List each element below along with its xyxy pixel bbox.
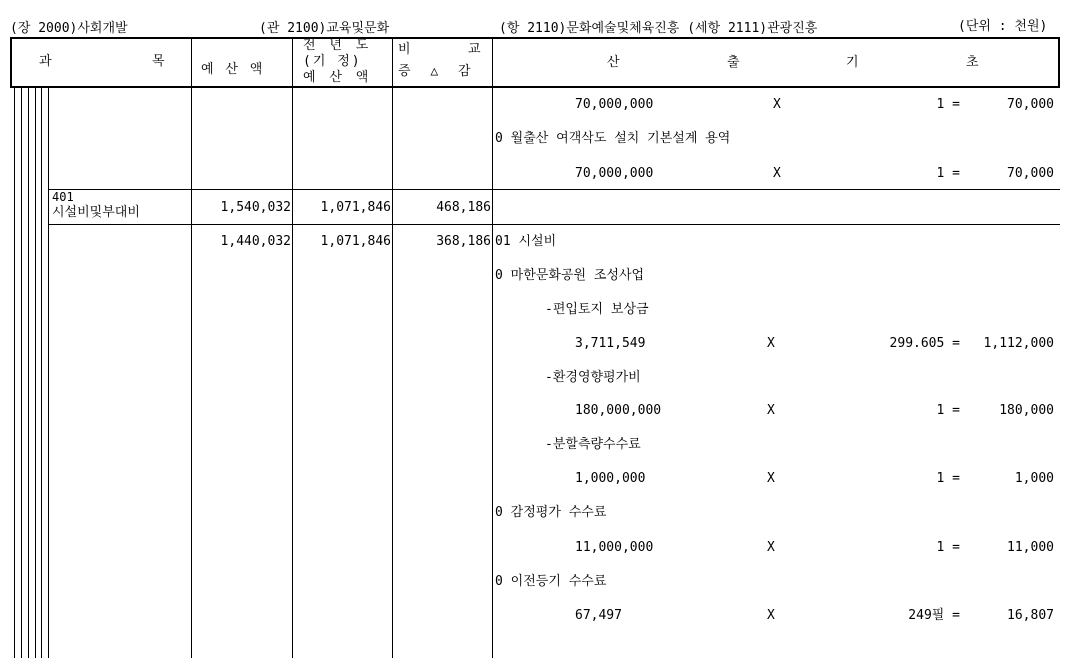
heading-jang: (장 2000)사회개발 bbox=[10, 21, 128, 36]
row-401-top-border bbox=[48, 189, 1060, 190]
sec01-line-3-desc: -편입토지 보상금 bbox=[545, 302, 649, 317]
col-calc-2: 출 bbox=[727, 55, 740, 70]
sec01-line-4-amount: 1,112,000 bbox=[983, 336, 1054, 351]
hier-bar-2 bbox=[21, 88, 22, 658]
col-diff-line2: 증 △ 감 bbox=[398, 64, 477, 79]
top-line-3-amount: 70,000 bbox=[1007, 166, 1054, 181]
sec01-line-8-amount: 1,000 bbox=[1014, 471, 1054, 486]
col-sep-prev bbox=[292, 37, 293, 658]
header-bottom-border bbox=[10, 86, 1060, 88]
col-sep-diff bbox=[392, 37, 393, 658]
sec01-line-8-x: X bbox=[767, 471, 775, 486]
sec01-line-10-amount: 11,000 bbox=[1007, 540, 1054, 555]
sec01-line-6-x: X bbox=[767, 403, 775, 418]
top-line-3-desc: 70,000,000 bbox=[575, 166, 654, 181]
sec01-budget: 1,440,032 bbox=[220, 234, 291, 249]
row-401-prev: 1,071,846 bbox=[320, 200, 391, 215]
sec01-line-9-desc: 0 감정평가 수수료 bbox=[495, 505, 607, 520]
col-sep-calc bbox=[492, 37, 493, 658]
col-prev-line2: (기 정) bbox=[303, 54, 362, 69]
sec01-line-1-desc: 01 시설비 bbox=[495, 234, 557, 249]
hier-bar-6 bbox=[48, 88, 49, 658]
sec01-line-5-desc: -환경영향평가비 bbox=[545, 370, 641, 385]
sec01-diff: 368,186 bbox=[436, 234, 491, 249]
hier-bar-3 bbox=[28, 88, 29, 658]
col-calc-3: 기 bbox=[846, 55, 859, 70]
heading-unit: (단위 : 천원) bbox=[958, 19, 1048, 34]
sec01-line-6-amount: 180,000 bbox=[999, 403, 1054, 418]
sec01-line-12-x: X bbox=[767, 608, 775, 623]
col-item-right: 목 bbox=[152, 54, 165, 69]
table-top-border bbox=[10, 37, 1060, 39]
table-left-border bbox=[10, 37, 12, 87]
sec01-line-10-x: X bbox=[767, 540, 775, 555]
col-calc-4: 초 bbox=[966, 55, 979, 70]
sec01-prev: 1,071,846 bbox=[320, 234, 391, 249]
sec01-line-7-desc: -분할측량수수료 bbox=[545, 437, 641, 452]
col-sep-budget bbox=[191, 37, 192, 658]
sec01-line-8-desc: 1,000,000 bbox=[575, 471, 646, 486]
col-calc-1: 산 bbox=[607, 55, 620, 70]
sec01-line-12-desc: 67,497 bbox=[575, 608, 622, 623]
sec01-line-6-desc: 180,000,000 bbox=[575, 403, 662, 418]
row-401-budget: 1,540,032 bbox=[220, 200, 291, 215]
col-item-left: 과 bbox=[39, 54, 52, 69]
heading-hang: (항 2110)문화예술및체육진흥 (세항 2111)관광진흥 bbox=[499, 21, 818, 36]
sec01-line-10-mult: 1 = bbox=[936, 540, 960, 555]
top-line-1-amount: 70,000 bbox=[1007, 97, 1054, 112]
hier-bar-1 bbox=[14, 88, 15, 658]
col-budget: 예 산 액 bbox=[201, 62, 265, 77]
col-prev-line3: 예 산 액 bbox=[303, 70, 372, 85]
sec01-line-11-desc: 0 이전등기 수수료 bbox=[495, 574, 607, 589]
row-401-name: 시설비및부대비 bbox=[52, 205, 140, 220]
col-diff-line1-a: 비 bbox=[398, 42, 411, 57]
sec01-line-2-desc: 0 마한문화공원 조성사업 bbox=[495, 268, 645, 283]
top-line-3-mult: 1 = bbox=[936, 166, 960, 181]
col-prev-line1: 전 년 도 bbox=[303, 38, 372, 53]
sec01-line-4-desc: 3,711,549 bbox=[575, 336, 646, 351]
row-401-bottom-border bbox=[48, 224, 1060, 225]
top-line-1-x: X bbox=[773, 97, 781, 112]
row-401-code: 401 bbox=[52, 190, 74, 204]
sec01-line-12-amount: 16,807 bbox=[1007, 608, 1054, 623]
sec01-line-6-mult: 1 = bbox=[936, 403, 960, 418]
sec01-line-12-mult: 249필 = bbox=[908, 608, 960, 623]
col-diff-line1-b: 교 bbox=[468, 42, 481, 57]
hier-bar-5 bbox=[41, 88, 42, 658]
sec01-line-4-x: X bbox=[767, 336, 775, 351]
heading-gwan: (관 2100)교육및문화 bbox=[259, 21, 390, 36]
hier-bar-4 bbox=[35, 88, 36, 658]
row-401-diff: 468,186 bbox=[436, 200, 491, 215]
top-line-1-mult: 1 = bbox=[936, 97, 960, 112]
table-right-border bbox=[1058, 37, 1060, 87]
sec01-line-8-mult: 1 = bbox=[936, 471, 960, 486]
top-line-2-desc: 0 월출산 여객삭도 설치 기본설계 용역 bbox=[495, 131, 731, 146]
sec01-line-10-desc: 11,000,000 bbox=[575, 540, 654, 555]
top-line-3-x: X bbox=[773, 166, 781, 181]
sec01-line-4-mult: 299.605 = bbox=[889, 336, 960, 351]
top-line-1-desc: 70,000,000 bbox=[575, 97, 654, 112]
